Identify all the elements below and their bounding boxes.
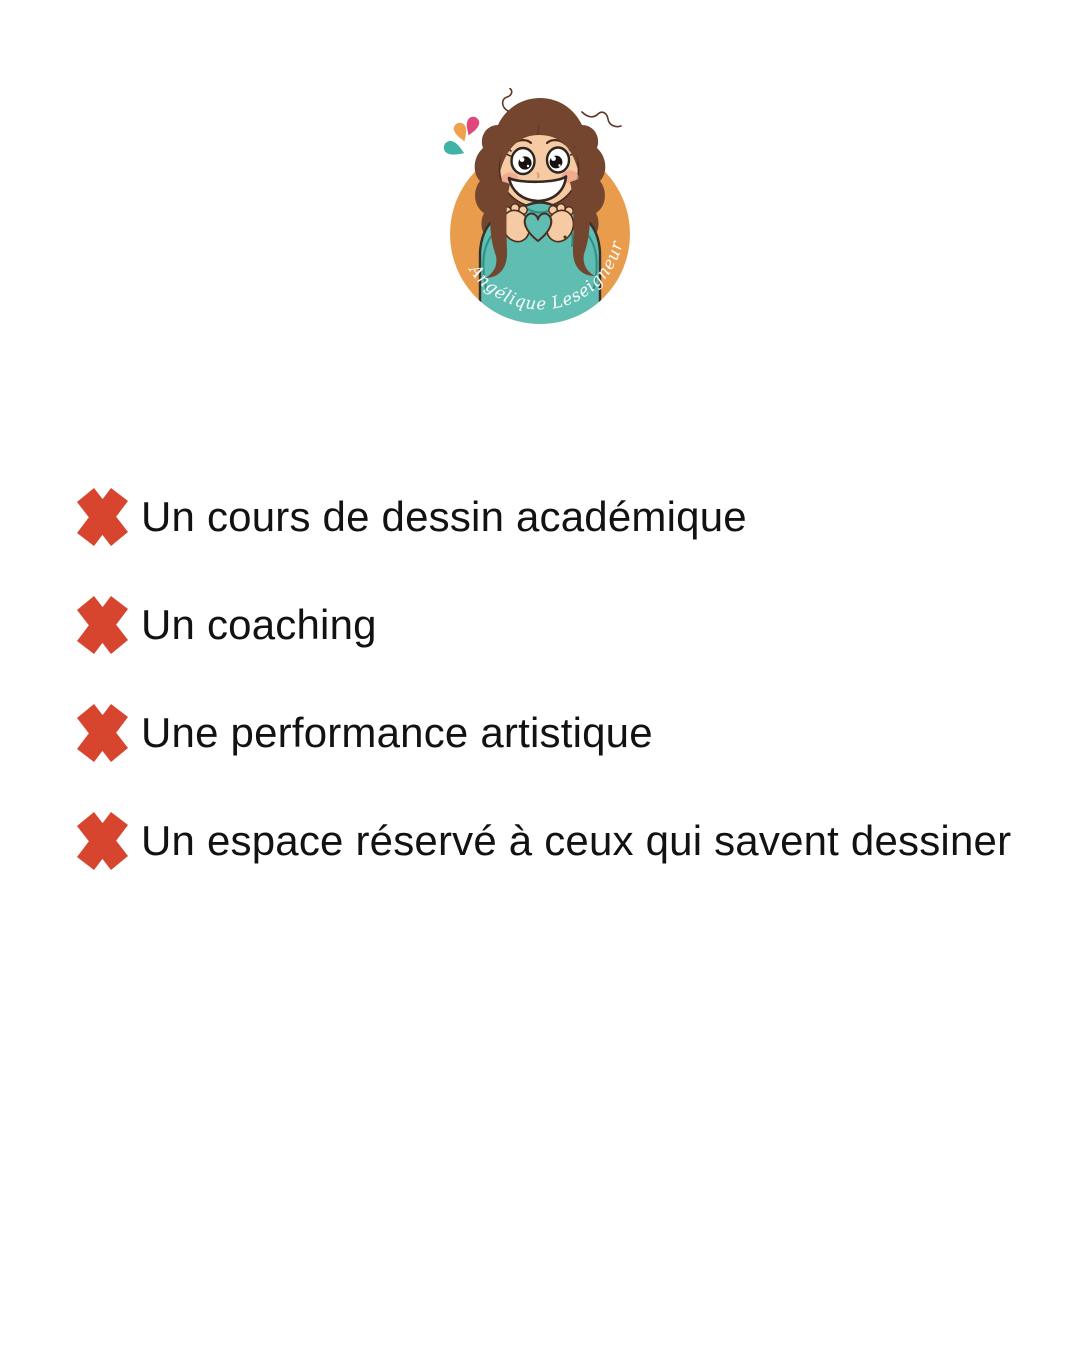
brand-logo (430, 88, 650, 338)
cross-mark-icon (74, 702, 131, 764)
list-item-label: Un espace réservé à ceux qui savent dessiner (141, 817, 1012, 864)
list-item (74, 486, 1011, 548)
list-item-label: Un coaching (141, 601, 377, 648)
stray-hair-squiggle-icon (503, 89, 512, 112)
excitement-drops-icon (442, 115, 481, 159)
stray-hair-squiggle-icon (582, 112, 621, 127)
list-item (74, 702, 1011, 764)
wrist-mole (564, 236, 567, 239)
list-item-label: Un cours de dessin académique (141, 493, 747, 540)
cross-mark-icon (74, 810, 131, 872)
cross-mark-icon (74, 486, 131, 548)
logo-illustration (430, 88, 650, 338)
nose (538, 173, 539, 178)
negation-list (74, 486, 1011, 872)
cross-mark-icon (74, 594, 131, 656)
list-item (74, 594, 1011, 656)
list-item-label: Une performance artistique (141, 709, 653, 756)
logo-script-name: Angélique Leseigneur (464, 238, 628, 315)
list-item (74, 810, 1011, 872)
